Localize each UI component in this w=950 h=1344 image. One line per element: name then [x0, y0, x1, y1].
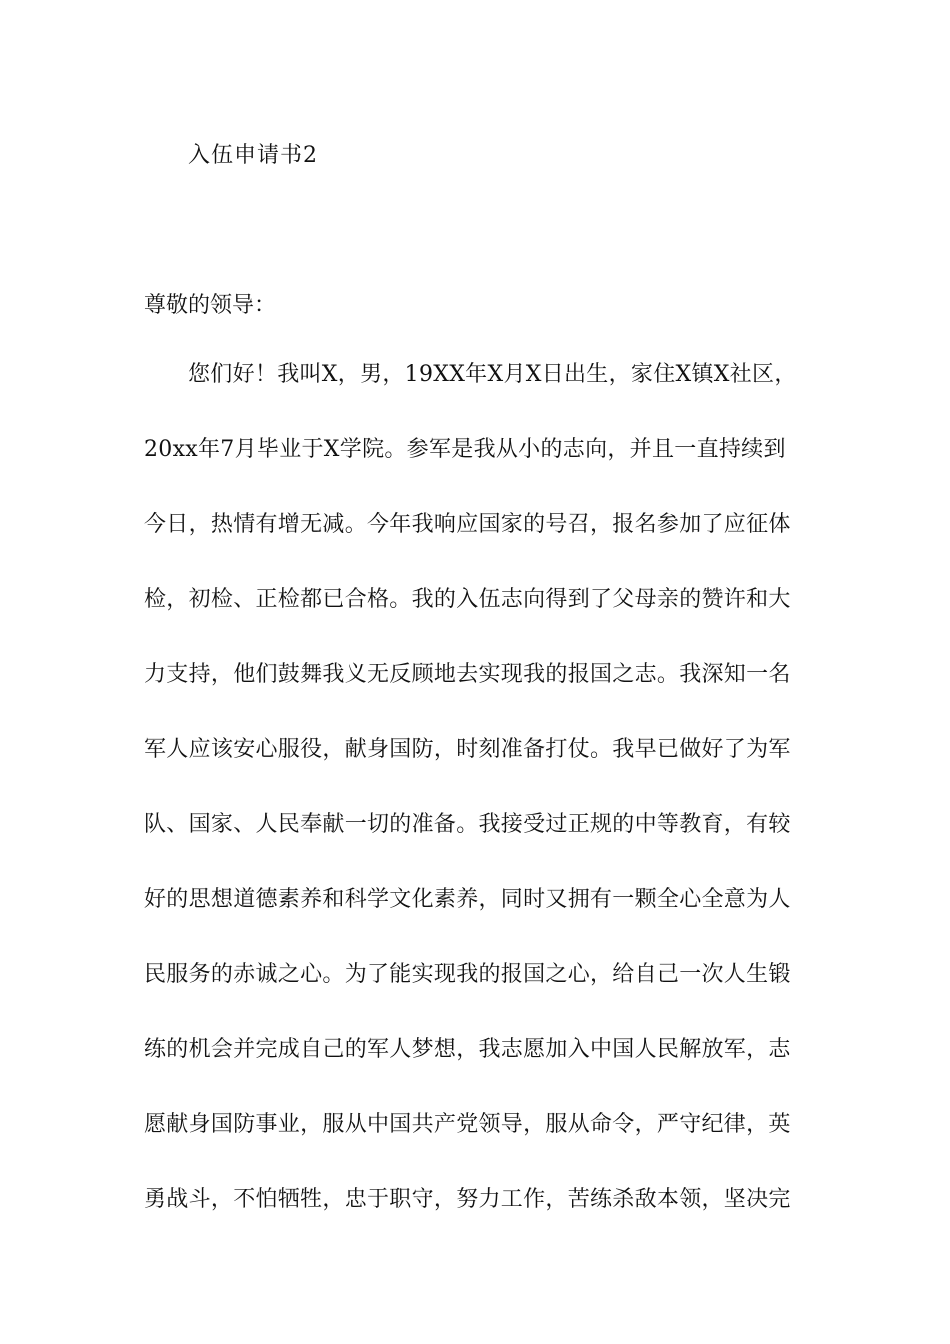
body-text	[144, 360, 824, 1260]
body-line: 20xx年7月毕业于X学院。参军是我从小的志向，并且一直持续到	[144, 437, 786, 462]
body-line: 民服务的赤诚之心。为了能实现我的报国之心，给自己一次人生锻	[144, 962, 791, 987]
body-line: 检，初检、正检都已合格。我的入伍志向得到了父母亲的赞许和大	[144, 587, 791, 612]
body-line: 军人应该安心服役，献身国防，时刻准备打仗。我早已做好了为军	[144, 737, 791, 762]
body-line: 您们好！我叫X，男，19XX年X月X日出生，家住X镇X社区，	[188, 362, 797, 387]
body-line: 好的思想道德素养和科学文化素养，同时又拥有一颗全心全意为人	[144, 887, 791, 912]
body-line: 愿献身国防事业，服从中国共产党领导，服从命令，严守纪律，英	[144, 1112, 791, 1137]
body-line: 勇战斗，不怕牺牲，忠于职守，努力工作，苦练杀敌本领，坚决完	[144, 1187, 791, 1212]
body-line: 练的机会并完成自己的军人梦想，我志愿加入中国人民解放军，志	[144, 1037, 791, 1062]
body-line: 今日，热情有增无减。今年我响应国家的号召，报名参加了应征体	[144, 512, 791, 537]
salutation: 尊敬的领导：	[144, 293, 277, 318]
body-line: 队、国家、人民奉献一切的准备。我接受过正规的中等教育，有较	[144, 812, 791, 837]
document-title: 入伍申请书2	[188, 143, 318, 168]
body-line: 力支持，他们鼓舞我义无反顾地去实现我的报国之志。我深知一名	[144, 662, 791, 687]
